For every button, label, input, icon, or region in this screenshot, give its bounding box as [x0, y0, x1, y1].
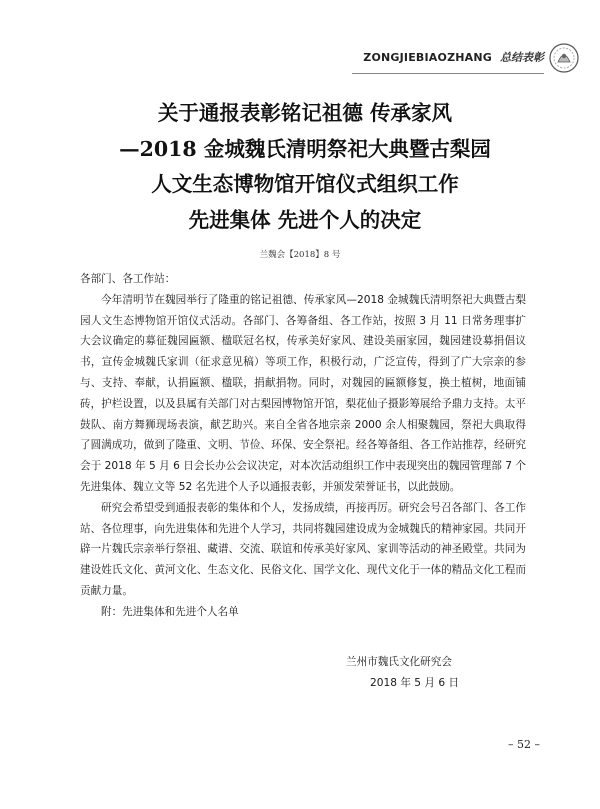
document-body	[80, 269, 526, 623]
header-section: 总结表彰	[500, 51, 544, 64]
attachment-note: 附：先进集体和先进个人名单	[101, 605, 239, 618]
header-title: ZONGJIEBIAOZHANG	[363, 50, 492, 64]
salutation: 各部门、各工作站：	[80, 273, 176, 285]
signature-org: 兰州市魏氏文化研究会	[346, 656, 452, 668]
running-header	[363, 40, 544, 74]
page-number: – 52 –	[508, 738, 540, 751]
title-line: 关于通报表彰铭记祖德 传承家风	[157, 101, 453, 125]
title-line: 人文生态博物馆开馆仪式组织工作	[151, 172, 459, 196]
document-title	[60, 96, 550, 238]
header-rule	[352, 73, 544, 74]
body-paragraph: 研究会希望受到通报表彰的集体和个人，发扬成绩，再接再厉。研究会号召各部门、各工作站、各位理事，向先进集体和先进个人学习，共同将魏园建设成为金城魏氏的精神家园。共同开辟一片魏氏宗亲举行祭祖、藏谱、交流、联谊和传承美好家风、家训等活动的神圣殿堂。共同为建设姓氏文化、黄河文化、生态文化、民俗文化、国学文化、现代文化于一体的精品文化工程而贡献力量。	[80, 501, 526, 597]
body-paragraph: 今年清明节在魏园举行了隆重的铭记祖德、传承家风—2018 金城魏氏清明祭祀大典暨古梨园人文生态博物馆开馆仪式活动。各部门、各筹备组、各工作站，按照 3 月 11 日常务理事扩大会议确定的募征魏园匾额、楹联冠名权，传承美好家风、建设美丽家园，魏园建设募捐倡议书，宣传金城魏氏家训（征求意见稿）等项工作，积极行动，广泛宣传，得到了广大宗亲的参与、支持、奉献，认捐匾额、楹联，捐献捐物。同时，对魏园的匾额修复，换土植树，地面铺砖，护栏设置，以及县属有关部门对古梨园博物馆开馆，梨花仙子摄影筹展给予鼎力支持。太平鼓队、南方舞狮现场表演，献艺助兴。来自全省各地宗亲 2000 余人相聚魏园，祭祀大典取得了圆满成功，做到了隆重、文明、节俭、环保、安全祭祀。经各筹备组、各工作站推荐，经研究会于 2018 年 5 月 6 日会长办公会议决定，对本次活动组织工作中表现突出的魏园管理部 7 个先进集体、魏立文等 52 名先进个人予以通报表彰，并颁发荣誉证书，以此鼓励。	[80, 293, 526, 493]
emblem-icon	[548, 42, 580, 74]
signature-date: 2018 年 5 月 6 日	[370, 677, 460, 689]
title-line: —2018 金城魏氏清明祭祀大典暨古梨园	[119, 136, 491, 161]
document-number: 兰魏会【2018】8 号	[259, 250, 341, 260]
title-line: 先进集体 先进个人的决定	[188, 207, 422, 232]
